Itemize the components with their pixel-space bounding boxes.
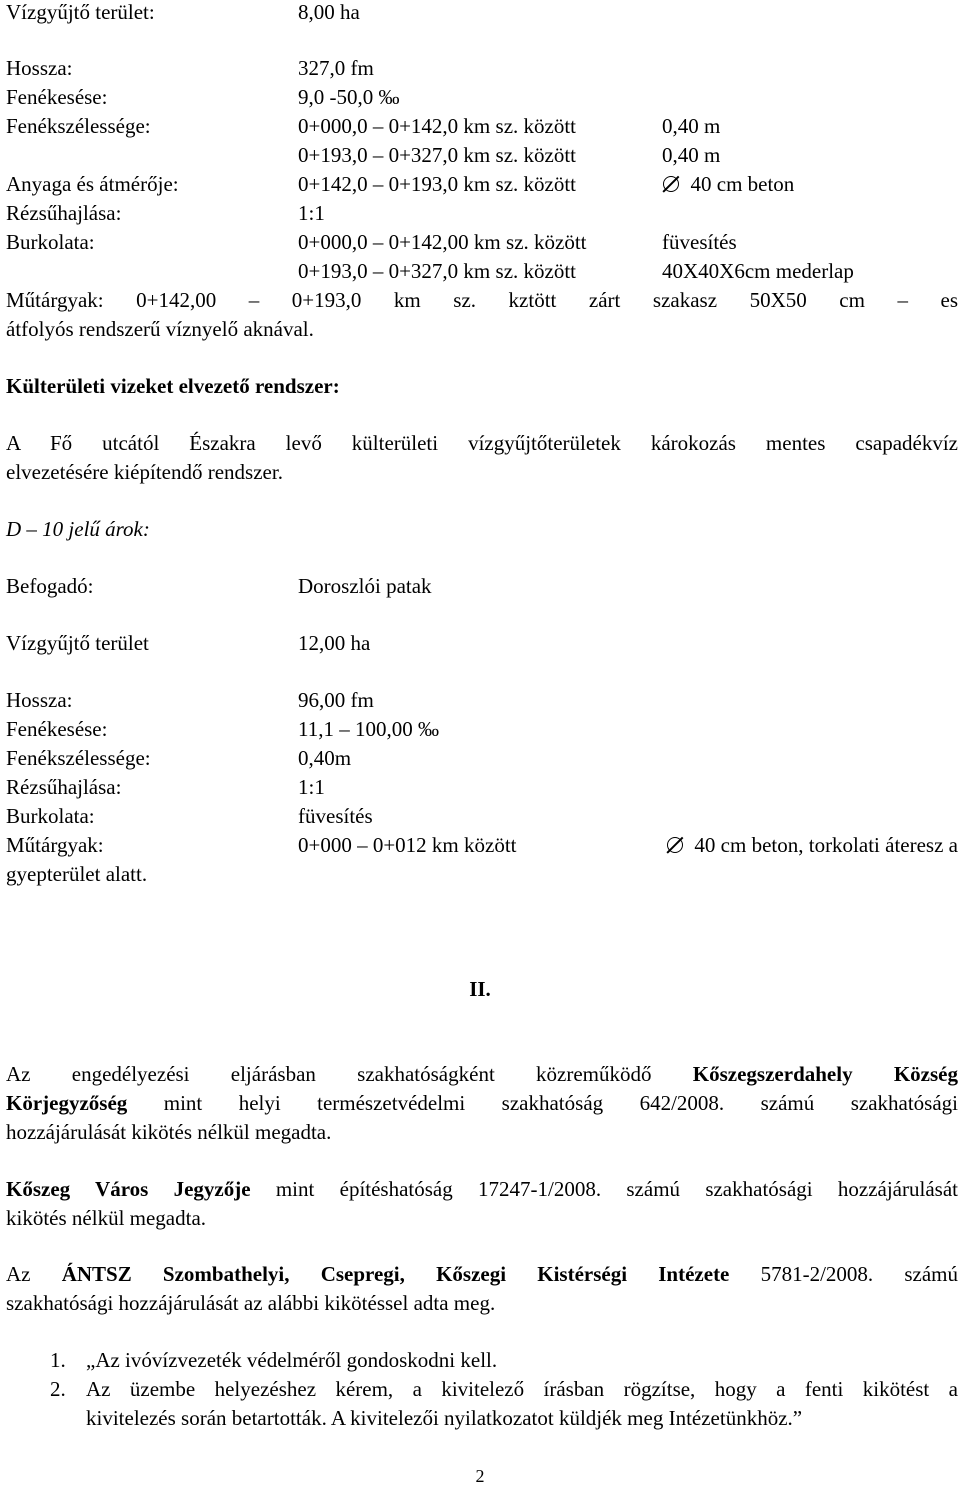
d10-mutargyak-line2: gyepterület alatt. <box>6 862 148 886</box>
kulteruleti-para-line1: A Fő utcától Északra levő külterületi vízgyűjtőterületek károkozás mentes csapadékvíz <box>6 431 958 455</box>
d10-vizgyujto-label: Vízgyűjtő terület <box>6 631 149 655</box>
d10-hossza-label: Hossza: <box>6 688 73 712</box>
d10-fenekesese-value: 11,1 – 100,00 ‰ <box>298 717 439 741</box>
list-item-2-line2: kivitelezés során betartották. A kivitelezői nyilatkozatot küldjék meg Intézetünkhöz.” <box>86 1406 803 1430</box>
hossza-label: Hossza: <box>6 56 73 80</box>
d10-mutargyak-desc: 40 cm beton, torkolati áteresz a <box>694 833 958 857</box>
p2-line2: kikötés nélkül megadta. <box>6 1206 207 1230</box>
d10-burkolata-label: Burkolata: <box>6 804 95 828</box>
list-item-2-line1: Az üzembe helyezéshez kérem, a kivitelező írásban rögzítse, hogy a fenti kikötést a <box>86 1377 958 1401</box>
rezsu-label: Rézsűhajlása: <box>6 201 122 225</box>
p1-line1 <box>6 1062 958 1086</box>
burk-row2-value: 40X40X6cm mederlap <box>662 259 854 283</box>
p3-line2: szakhatósági hozzájárulását az alábbi kikötéssel adta meg. <box>6 1291 496 1315</box>
d10-fenekszel-value: 0,40m <box>298 746 352 770</box>
d10-mutargyak-range: 0+000 – 0+012 km között <box>298 833 517 857</box>
d10-vizgyujto-value: 12,00 ha <box>298 631 371 655</box>
anyaga-value: 40 cm beton <box>690 172 795 196</box>
fenekesese-label: Fenékesése: <box>6 85 108 109</box>
vizgyujto-label: Vízgyűjtő terület: <box>6 0 155 24</box>
rezsu-value: 1:1 <box>298 201 325 225</box>
fenekszel-row1-range: 0+000,0 – 0+142,0 km sz. között <box>298 114 577 138</box>
vizgyujto-value: 8,00 ha <box>298 0 360 24</box>
kulteruleti-para-line2: elvezetésére kiépítendő rendszer. <box>6 460 283 484</box>
anyaga-label: Anyaga és átmérője: <box>6 172 179 196</box>
fenekszel-row2-range: 0+193,0 – 0+327,0 km sz. között <box>298 143 577 167</box>
p1-post: mint helyi természetvédelmi szakhatóság 642/2008. számú szakhatósági <box>163 1091 958 1115</box>
diameter-icon <box>662 175 680 193</box>
d10-burkolata-value: füvesítés <box>298 804 373 828</box>
page-number: 2 <box>475 1466 485 1486</box>
fenekesese-value: 9,0 -50,0 ‰ <box>298 85 400 109</box>
burk-row2-range: 0+193,0 – 0+327,0 km sz. között <box>298 259 577 283</box>
d10-fenekszel-label: Fenékszélessége: <box>6 746 151 770</box>
p1-bold1: Kőszegszerdahely Község <box>692 1062 958 1086</box>
burk-row1-value: füvesítés <box>662 230 737 254</box>
fenekszel-row2-value: 0,40 m <box>662 143 721 167</box>
anyaga-range: 0+142,0 – 0+193,0 km sz. között <box>298 172 577 196</box>
p3-pre: Az <box>6 1262 31 1286</box>
d10-rezsu-value: 1:1 <box>298 775 325 799</box>
p1-line3: hozzájárulását kikötés nélkül megadta. <box>6 1120 332 1144</box>
hossza-value: 327,0 fm <box>298 56 374 80</box>
d10-mutargyak-value <box>298 833 958 857</box>
section-2-heading: II. <box>469 977 491 1001</box>
kulteruleti-heading: Külterületi vizeket elvezető rendszer: <box>6 374 340 398</box>
p2-line1 <box>6 1177 958 1201</box>
p2-bold: Kőszeg Város Jegyzője <box>6 1177 251 1201</box>
mutargyak-line1: Műtárgyak: 0+142,00 – 0+193,0 km sz. kztött zárt szakasz 50X50 cm – es <box>6 288 958 312</box>
d10-hossza-value: 96,00 fm <box>298 688 374 712</box>
list-item-2-num: 2. <box>50 1377 66 1401</box>
fenekszel-label: Fenékszélessége: <box>6 114 151 138</box>
d10-mutargyak-label: Műtárgyak: <box>6 833 104 857</box>
d10-heading: D – 10 jelű árok: <box>6 517 150 541</box>
diameter-icon <box>666 836 684 854</box>
mutargyak-line2: átfolyós rendszerű víznyelő aknával. <box>6 317 314 341</box>
anyaga-value-wrap <box>662 172 794 196</box>
burk-row1-range: 0+000,0 – 0+142,00 km sz. között <box>298 230 587 254</box>
p1-line2 <box>6 1091 958 1115</box>
befogado-value: Doroszlói patak <box>298 574 432 598</box>
burkolata-label: Burkolata: <box>6 230 95 254</box>
list-item-1-num: 1. <box>50 1348 66 1372</box>
d10-rezsu-label: Rézsűhajlása: <box>6 775 122 799</box>
d10-fenekesese-label: Fenékesése: <box>6 717 108 741</box>
p1-bold2: Körjegyzőség <box>6 1091 128 1115</box>
fenekszel-row1-value: 0,40 m <box>662 114 721 138</box>
p3-post: 5781-2/2008. számú <box>760 1262 959 1286</box>
befogado-label: Befogadó: <box>6 574 94 598</box>
list-item-1-text: „Az ivóvízvezeték védelméről gondoskodni kell. <box>86 1348 498 1372</box>
p2-post: mint építéshatóság 17247-1/2008. számú szakhatósági hozzájárulását <box>275 1177 958 1201</box>
p3-line1 <box>6 1262 958 1286</box>
p3-bold: ÁNTSZ Szombathelyi, Csepregi, Kőszegi Kistérségi Intézete <box>61 1262 730 1286</box>
p1-pre: Az engedélyezési eljárásban szakhatóságként közreműködő <box>6 1062 652 1086</box>
